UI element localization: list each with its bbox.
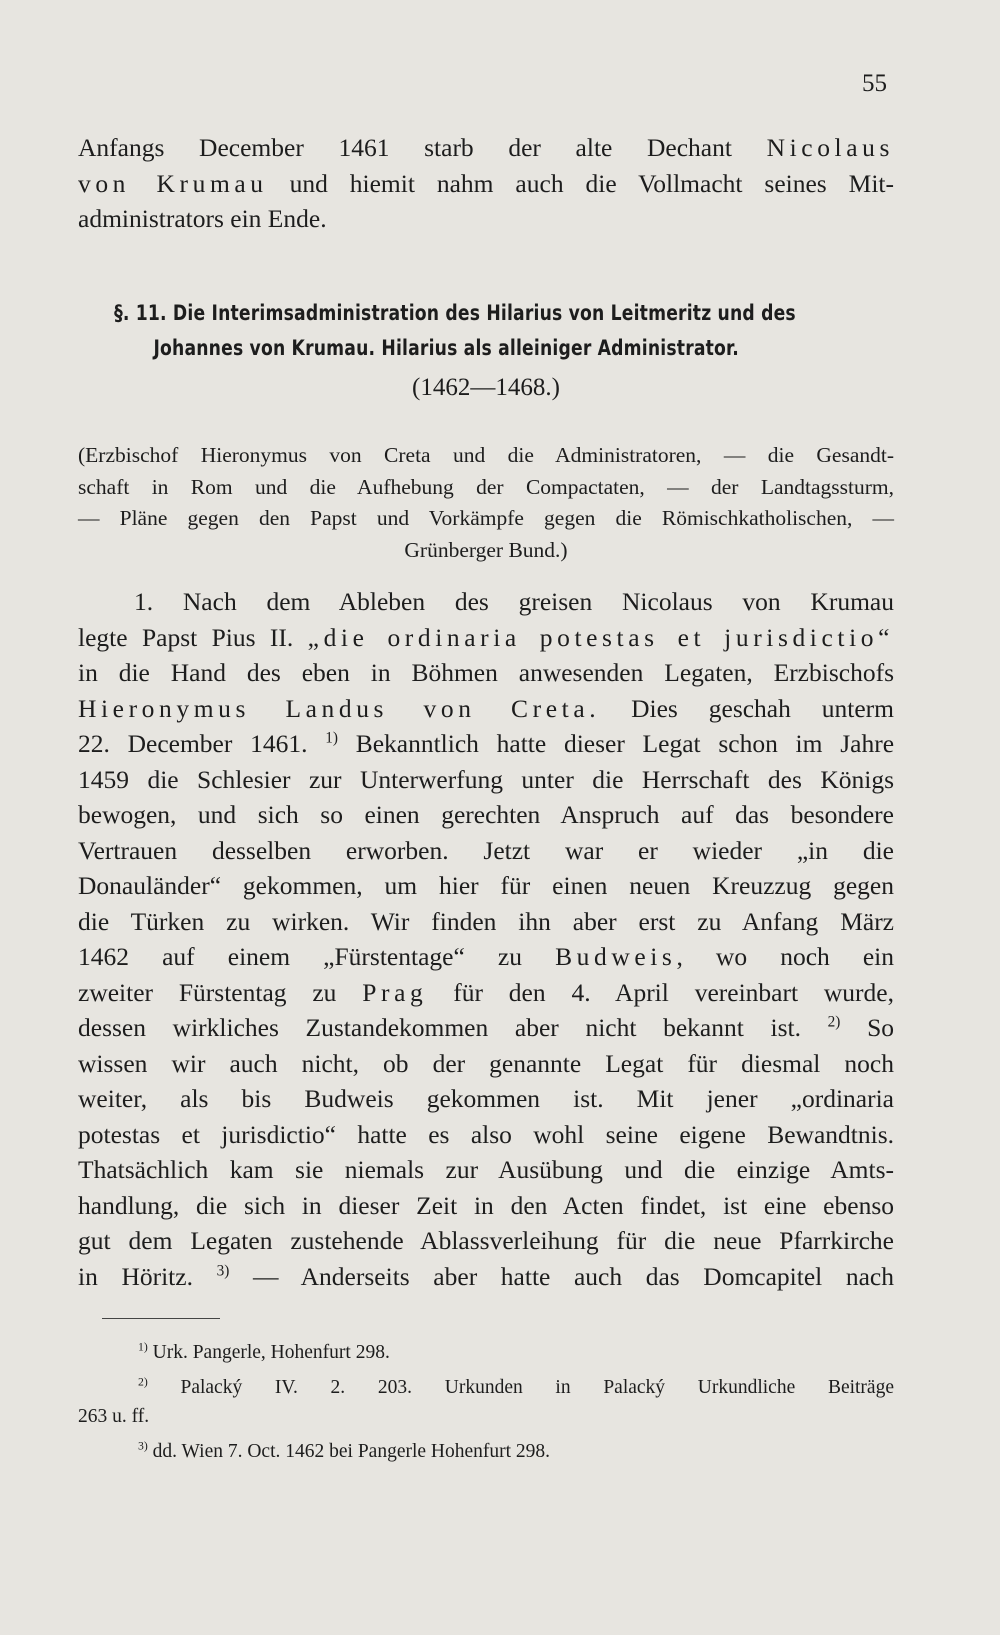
body-line: weiter, als bis Budweis gekommen ist. Mit jener „ordinaria — [78, 1084, 894, 1113]
summary-line: — Pläne gegen den Papst und Vorkämpfe gegen die Römischkatholischen, — — [78, 506, 894, 530]
footnotes — [78, 1338, 894, 1472]
intro-line-2: von Krumau und hiemit nahm auch die Vollmacht seines Mit- — [78, 168, 894, 198]
footnote-mark: 2) — [138, 1375, 148, 1389]
body-line: bewogen, und sich so einen gerechten Anspruch auf das besondere — [78, 800, 894, 829]
body-line: Thatsächlich kam sie niemals zur Ausübung und die einzige Amts- — [78, 1155, 894, 1184]
footnote-text: dd. Wien 7. Oct. 1462 bei Pangerle Hohenfurt 298. — [152, 1441, 551, 1462]
section-years: (1462—1468.) — [412, 374, 560, 401]
latin-quote: „die ordinaria potestas et jurisdictio“ — [307, 622, 894, 652]
body-line: in Höritz. $^{3)}$ — Anderseits aber hatte auch das Domcapitel nach — [78, 1261, 895, 1291]
intro-line-3: administrators ein Ende. — [78, 204, 327, 233]
person-name: Hieronymus Landus von Creta. — [78, 693, 601, 723]
body-line: handlung, die sich in dieser Zeit in den Acten findet, ist eine ebenso — [78, 1190, 894, 1220]
body-line: in die Hand des eben in Böhmen anwesenden Legaten, Erzbischofs — [78, 658, 894, 687]
footnote-mark: 1) — [138, 1340, 148, 1354]
body-line: legte Papst Pius II. „die ordinaria potestas et jurisdictio“ — [78, 622, 894, 652]
footnote-ref: 3) — [216, 1262, 230, 1279]
section-summary — [78, 440, 894, 566]
body-line: dessen wirkliches Zustandekommen aber nicht bekannt ist. $^{2)}$ So — [78, 1013, 895, 1042]
summary-line: Grünberger Bund.) — [404, 537, 568, 562]
summary-line: schaft in Rom und die Aufhebung der Compactaten, — der Landtagssturm, — [78, 474, 894, 499]
body-paragraph — [78, 584, 894, 1294]
section-title-line-1: §. 11. Die Interimsadministration des Hilarius von Leitmeritz und des — [114, 301, 796, 325]
place-name: Prag — [362, 977, 428, 1007]
page-number: 55 — [862, 70, 887, 97]
body-line: Vertrauen desselben erworben. Jetzt war er wieder „in die — [78, 835, 894, 865]
footnote-text: Palacký IV. 2. 203. Urkunden in Palacký Urkundliche Beiträge — [180, 1377, 894, 1398]
body-line: Donauländer“ gekommen, um hier für einen neuen Kreuzzug gegen — [78, 871, 894, 900]
body-line: zweiter Fürstentag zu Prag für den 4. April vereinbart wurde, — [78, 977, 894, 1007]
section-title-line-2: Johannes von Krumau. Hilarius als alleiniger Administrator. — [153, 336, 739, 360]
footnote-text: Urk. Pangerle, Hohenfurt 298. — [152, 1342, 390, 1363]
footnote-2 — [78, 1373, 894, 1431]
footnote-ref: 1) — [325, 729, 338, 747]
body-line: wissen wir auch nicht, ob der genannte Legat für diesmal noch — [78, 1048, 894, 1078]
intro-paragraph — [78, 130, 894, 237]
body-line: 1. Nach dem Ableben des greisen Nicolaus von Krumau — [134, 587, 894, 616]
person-name: von Krumau — [78, 168, 268, 198]
footnote-divider — [102, 1318, 220, 1319]
footnote-ref: 2) — [827, 1013, 841, 1031]
body-line: gut dem Legaten zustehende Ablassverleihung für die neue Pfarrkirche — [78, 1226, 894, 1255]
footnote-continuation: 263 u. ff. — [78, 1406, 150, 1427]
body-line: 1459 die Schlesier zur Unterwerfung unter die Herrschaft des Königs — [78, 764, 894, 794]
person-name: Nicolaus — [766, 133, 894, 162]
place-name: Budweis — [555, 942, 677, 971]
footnote-1 — [78, 1338, 894, 1367]
body-line: potestas et jurisdictio“ hatte es also wohl seine eigene Bewandtnis. — [78, 1119, 894, 1149]
body-line: die Türken zu wirken. Wir finden ihn aber erst zu Anfang März — [78, 906, 894, 936]
summary-line: (Erzbischof Hieronymus von Creta und die Administratoren, — die Gesandt- — [78, 443, 894, 467]
footnote-mark: 3) — [138, 1439, 148, 1453]
footnote-3 — [78, 1437, 894, 1466]
intro-line-1: Anfangs December 1461 starb der alte Dechant Nicolaus — [78, 133, 894, 162]
section-heading — [78, 296, 894, 402]
body-line: 1462 auf einem „Fürstentage“ zu Budweis, wo noch ein — [78, 942, 895, 971]
body-line: 22. December 1461. $^{1)}$ Bekanntlich hatte dieser Legat schon im Jahre — [78, 729, 895, 758]
body-line: Hieronymus Landus von Creta. Dies geschah unterm — [78, 693, 894, 723]
